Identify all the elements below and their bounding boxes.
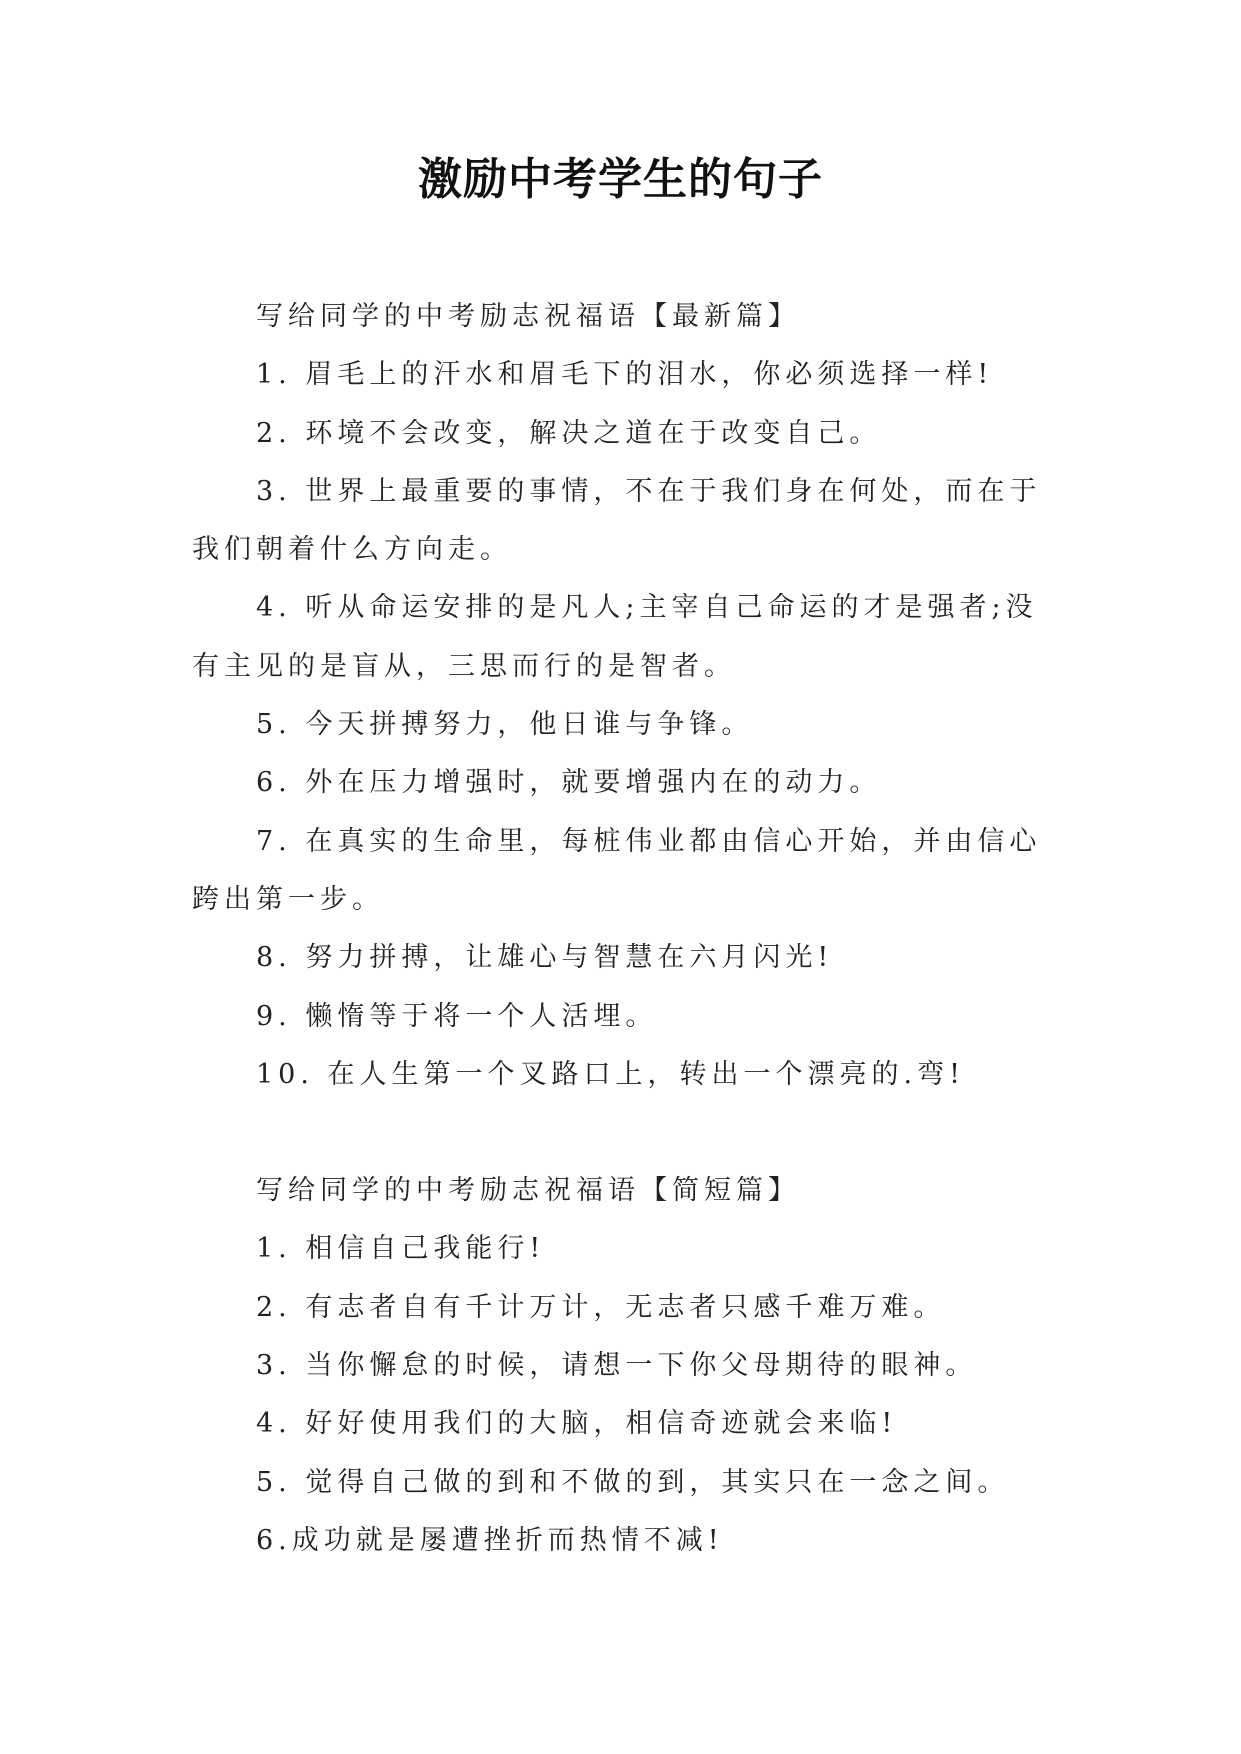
- section-heading: 写给同学的中考励志祝福语【简短篇】: [256, 1175, 800, 1207]
- quote-item: 9. 懒惰等于将一个人活埋。: [256, 1000, 658, 1032]
- section-heading: 写给同学的中考励志祝福语【最新篇】: [256, 301, 800, 332]
- quote-item: 2. 有志者自有千计万计，无志者只感千难万难。: [256, 1291, 946, 1323]
- section-short: [192, 1162, 1052, 1570]
- quote-item: 7. 在真实的生命里，每桩伟业都由信心开始，并由信心跨出第一步。: [192, 825, 1042, 915]
- quote-item: 6.成功就是屡遭挫折而热情不减!: [256, 1524, 724, 1556]
- quote-item: 5. 觉得自己做的到和不做的到，其实只在一念之间。: [256, 1466, 1010, 1498]
- quote-item: 10. 在人生第一个叉路口上，转出一个漂亮的.弯!: [256, 1058, 965, 1090]
- quote-item: 5. 今天拼搏努力，他日谁与争锋。: [256, 709, 754, 741]
- quote-item: 6. 外在压力增强时，就要增强内在的动力。: [256, 767, 882, 799]
- quote-item: 8. 努力拼搏，让雄心与智慧在六月闪光!: [256, 942, 834, 974]
- quote-item: 4. 听从命运安排的是凡人;主宰自己命运的才是强者;没有主见的是盲从，三思而行的是智者。: [192, 592, 1038, 682]
- quote-item: 4. 好好使用我们的大脑，相信奇迹就会来临!: [256, 1408, 898, 1440]
- quote-item: 3. 世界上最重要的事情，不在于我们身在何处，而在于我们朝着什么方向走。: [192, 475, 1042, 566]
- quote-item: 1. 相信自己我能行!: [256, 1233, 546, 1265]
- quote-item: 3. 当你懈怠的时候，请想一下你父母期待的眼神。: [256, 1350, 978, 1382]
- section-spacer: [192, 1104, 1052, 1162]
- section-latest: [192, 288, 1052, 1104]
- quote-item: 1. 眉毛上的汗水和眉毛下的泪水，你必须选择一样!: [256, 359, 994, 391]
- quote-item: 2. 环境不会改变，解决之道在于改变自己。: [256, 417, 882, 449]
- document-title: 激励中考学生的句子: [418, 154, 823, 205]
- document-body: [192, 288, 1052, 1570]
